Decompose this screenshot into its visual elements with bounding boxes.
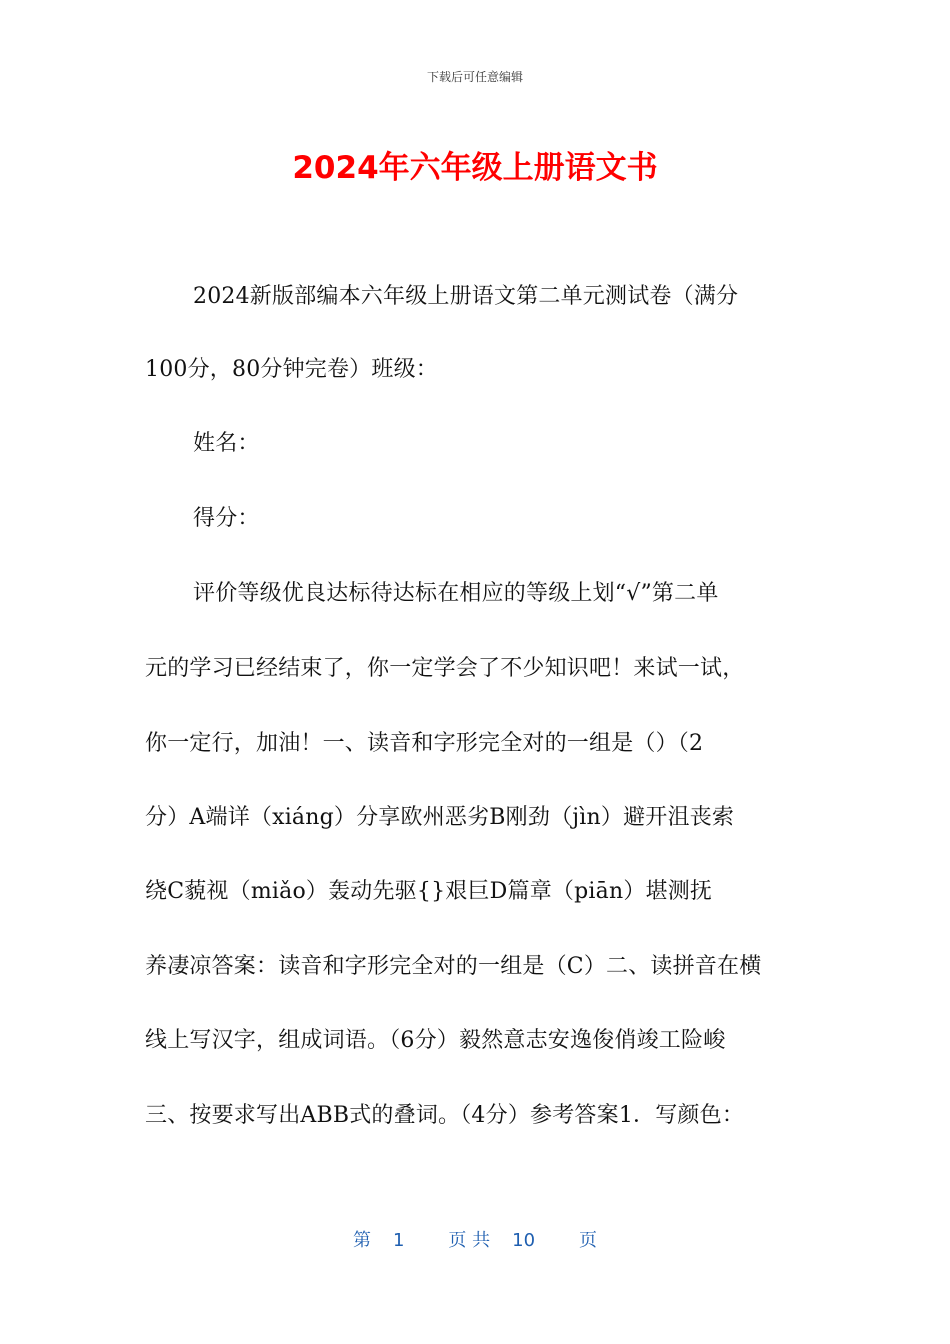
paragraph-line: 元的学习已经结束了，你一定学会了不少知识吧！来试一试， (145, 656, 745, 681)
paragraph-line: 评价等级优良达标待达标在相应的等级上划“√”第二单 (193, 581, 719, 606)
paragraph-line: 100分，80分钟完卷）班级： (145, 357, 438, 382)
paragraph-line: 姓名： (193, 431, 260, 456)
paragraph-line: 三、按要求写出ABB式的叠词。（4分）参考答案1．写颜色： (145, 1103, 745, 1128)
header-note: 下载后可任意编辑 (426, 70, 523, 84)
paragraph-line: 线上写汉字，组成词语。（6分）毅然意志安逸俊俏竣工险峻 (145, 1028, 726, 1053)
paragraph-line: 养凄凉答案：读音和字形完全对的一组是（C）二、读拼音在横 (145, 954, 762, 979)
paragraph-line: 得分： (193, 506, 260, 531)
footer-middle: 页 共 (448, 1230, 491, 1251)
paragraph-line: 你一定行，加油！一、读音和字形完全对的一组是（）（2 (145, 731, 704, 756)
paragraph-line: 分）A端详（xiáng）分享欧州恶劣B刚劲（jìn）避开沮丧索 (145, 805, 735, 830)
page-footer (0, 1226, 950, 1252)
footer-prefix: 第 (352, 1230, 371, 1251)
footer-total-pages: 10 (512, 1230, 536, 1251)
document-title: 2024年六年级上册语文书 (292, 150, 658, 186)
footer-suffix: 页 (579, 1230, 598, 1251)
paragraph-line: 2024新版部编本六年级上册语文第二单元测试卷（满分 (193, 284, 739, 309)
footer-page-number: 1 (392, 1230, 405, 1251)
paragraph-line: 绕C藐视（miǎo）轰动先驱{}艰巨D篇章（piān）堪测抚 (145, 879, 713, 904)
